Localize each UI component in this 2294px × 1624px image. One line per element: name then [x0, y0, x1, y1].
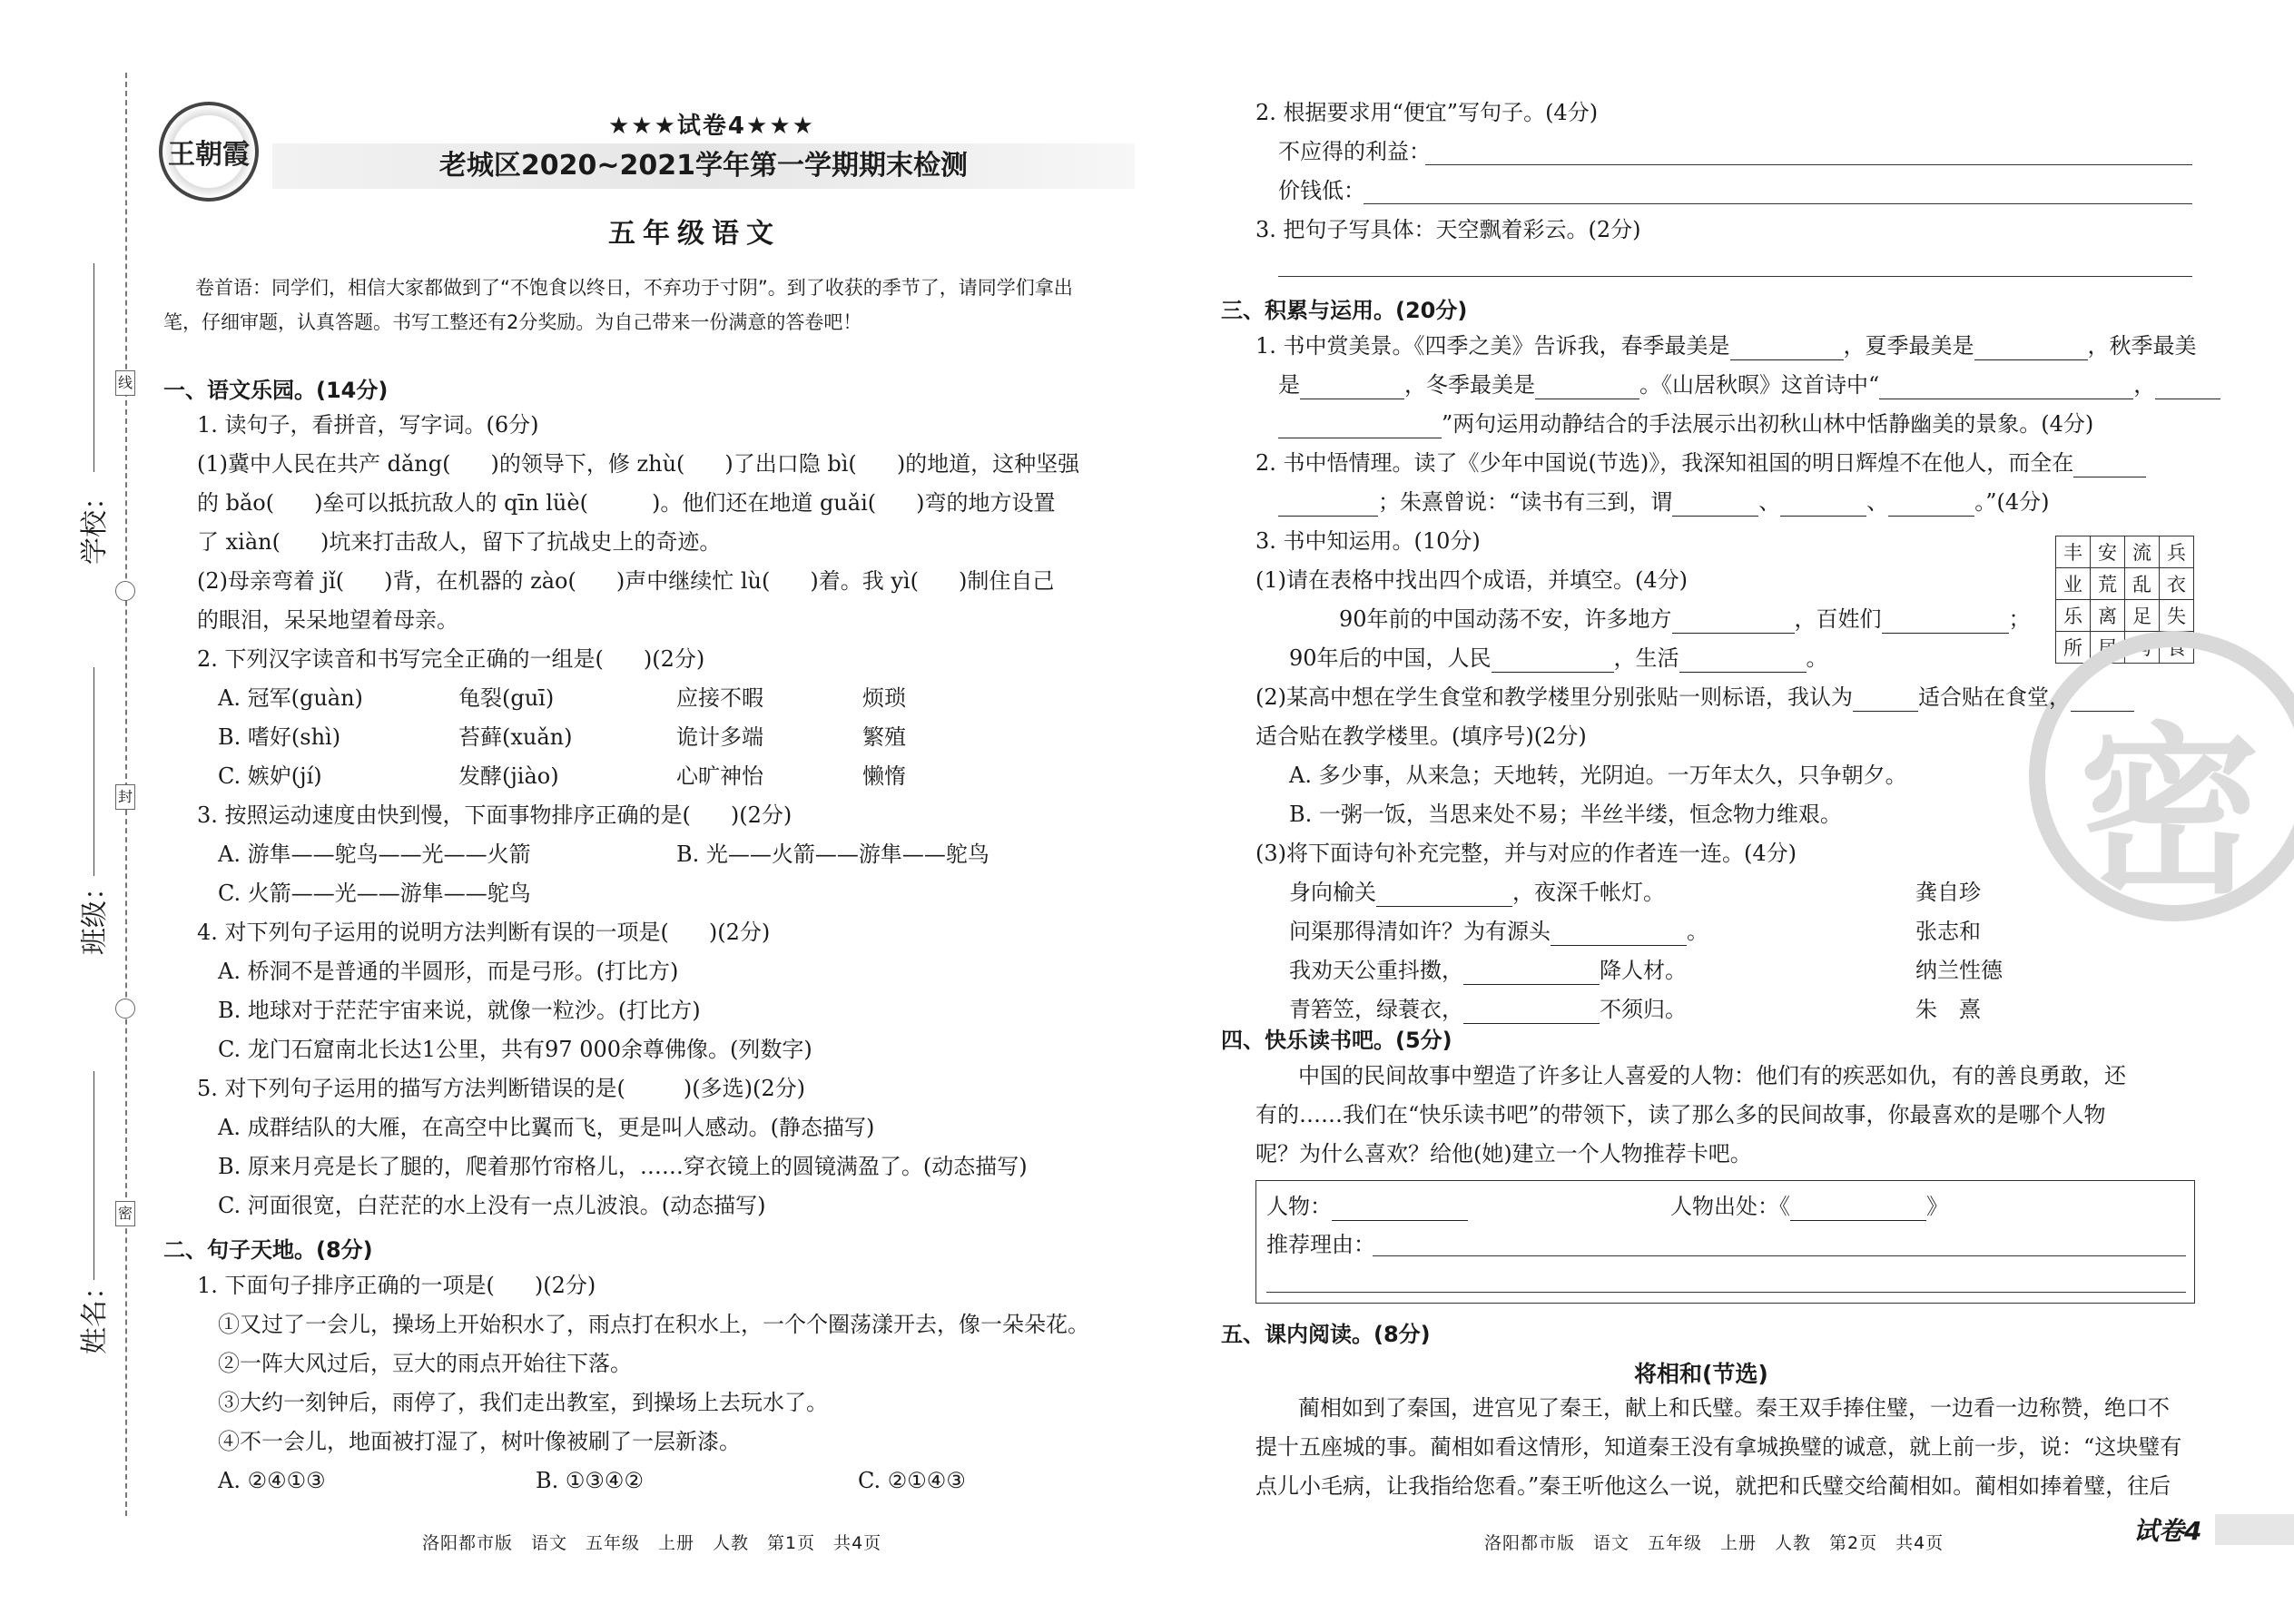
s3-q3: 3. 书中知运用。(10分)	[1255, 528, 1481, 554]
grid-cell: 马	[2125, 632, 2160, 664]
person-input[interactable]	[1332, 1197, 1468, 1221]
passage-line-1: 蔺相如到了秦国，进宫见了秦王，献上和氏璧。秦王双手捧住璧，一边看一边称赞，绝口不	[1298, 1395, 2170, 1421]
grid-cell: 所	[2056, 632, 2091, 664]
school-label: 学校：	[79, 483, 111, 565]
answer-blank[interactable]	[1879, 376, 2133, 399]
answer-line[interactable]	[1425, 164, 2192, 165]
reason-input-line[interactable]	[1373, 1255, 2186, 1256]
answer-blank[interactable]	[1780, 493, 1866, 517]
answer-blank[interactable]	[1492, 649, 1614, 673]
name-label: 姓名：	[79, 1273, 111, 1354]
footer-right: 洛阳都市版 语文 五年级 上册 人教 第2页 共4页	[1484, 1533, 1944, 1553]
answer-blank[interactable]	[1888, 493, 1974, 517]
exam-title: 老城区2020~2021学年第一学期期末检测	[438, 150, 969, 182]
poem-line-4: 青箬笠，绿蓑衣， 不须归。	[1289, 997, 1687, 1022]
section4-title: 四、快乐读书吧。(5分)	[1221, 1028, 1452, 1053]
grid-cell: 安	[2091, 536, 2125, 568]
answer-blank[interactable]	[1672, 493, 1758, 517]
s1-q1-p1-line1: (1)冀中人民在共产 dǎng( )的领导下，修 zhù( )了出口隐 bì( )的地道，这种坚强	[197, 451, 1080, 477]
author-2[interactable]: 张志和	[1915, 919, 1981, 944]
s2-opt-a[interactable]: A. ②④①③	[218, 1468, 326, 1493]
passage-line-2: 提十五座城的事。蔺相如看这情形，知道秦王没有拿城换璧的诚意，就上前一步，说：“这块璧有	[1255, 1434, 2182, 1460]
section2-title: 二、句子天地。(8分)	[163, 1237, 373, 1263]
answer-line[interactable]	[1364, 203, 2192, 204]
s1-q2-opt-b[interactable]: B. 嗜好(shì) 苔藓(xuǎn) 诡计多端 繁殖	[218, 724, 906, 750]
answer-blank[interactable]	[2073, 454, 2146, 477]
footer-exam-tag: 试卷4	[2133, 1516, 2202, 1546]
s2-sentence-1: ①又过了一会儿，操场上开始积水了，雨点打在积水上，一个个圈荡漾开去，像一朵朵花。	[218, 1312, 1089, 1337]
s2-sentence-2: ②一阵大风过后，豆大的雨点开始往下落。	[218, 1351, 632, 1376]
s1-q5-opt-a[interactable]: A. 成群结队的大雁，在高空中比翼而飞，更是叫人感动。(静态描写)	[218, 1115, 875, 1140]
s3-q1-line1: 1. 书中赏美景。《四季之美》告诉我，春季最美是 ，夏季最美是 ，秋季最美	[1255, 333, 2197, 359]
s3-q3-3: (3)将下面诗句补充完整，并与对应的作者连一连。(4分)	[1255, 841, 1797, 866]
section3-title: 三、积累与运用。(20分)	[1221, 298, 1468, 323]
answer-blank[interactable]	[1463, 1000, 1600, 1024]
class-label: 班级：	[79, 873, 111, 955]
s1-q5-opt-b[interactable]: B. 原来月亮是长了腿的，爬着那竹帘格儿，……穿衣镜上的圆镜满盈了。(动态描写)	[218, 1154, 1028, 1179]
answer-blank[interactable]	[1882, 610, 2009, 634]
footer-left: 洛阳都市版 语文 五年级 上册 人教 第1页 共4页	[422, 1533, 882, 1553]
answer-blank[interactable]	[1730, 337, 1844, 360]
s1-q3-opt-c[interactable]: C. 火箭——光——游隼——鸵鸟	[218, 881, 531, 906]
card-person-row: 人物：	[1266, 1192, 1468, 1221]
intro-line-2: 笔，仔细审题，认真答题。书写工整还有2分奖励。为自己带来一份满意的答卷吧！	[163, 311, 862, 333]
s3-q3-1-line2: 90年后的中国，人民 ，生活 。	[1289, 645, 1828, 671]
author-4[interactable]: 朱 熹	[1915, 997, 1981, 1022]
section5-title: 五、课内阅读。(8分)	[1221, 1322, 1431, 1347]
grid-cell: 兵	[2160, 536, 2194, 568]
binding-hole	[115, 999, 135, 1019]
card-source-row: 人物出处：《 》	[1670, 1194, 1948, 1219]
subject-title: 五年级语文	[608, 218, 781, 250]
answer-blank[interactable]	[1278, 493, 1378, 517]
poem-line-3: 我劝天公重抖擞， 降人材。	[1289, 958, 1687, 983]
footer-band	[2215, 1514, 2294, 1545]
answer-line[interactable]	[1278, 276, 2192, 277]
watermark-seal-char: 密	[2079, 707, 2261, 919]
s1-q4-opt-c[interactable]: C. 龙门石窟南北长达1公里，共有97 000余尊佛像。(列数字)	[218, 1037, 812, 1062]
s1-q4-opt-b[interactable]: B. 地球对于茫茫宇宙来说，就像一粒沙。(打比方)	[218, 998, 701, 1023]
s1-q2-opt-c[interactable]: C. 嫉妒(jí) 发酵(jiào) 心旷神怡 懒惰	[218, 763, 906, 789]
s1-q5-opt-c[interactable]: C. 河面很宽，白茫茫的水上没有一点儿波浪。(动态描写)	[218, 1193, 766, 1218]
answer-blank[interactable]	[1535, 376, 1639, 399]
grid-cell: 食	[2160, 632, 2194, 664]
answer-blank[interactable]	[1376, 883, 1512, 907]
s4-para-3: 呢？为什么喜欢？给他(她)建立一个人物推荐卡吧。	[1255, 1141, 1752, 1166]
answer-blank[interactable]	[2071, 688, 2134, 712]
s2-q2-a-label: 不应得的利益：	[1278, 139, 1431, 164]
s1-q1: 1. 读句子，看拼音，写字词。(6分)	[197, 412, 539, 438]
grid-cell: 居	[2091, 632, 2125, 664]
grid-cell: 业	[2056, 568, 2091, 600]
s3-q3-2-opt-b: B. 一粥一饭，当思来处不易；半丝半缕，恒念物力维艰。	[1289, 802, 1842, 827]
poem-line-2: 问渠那得清如许？为有源头 。	[1289, 919, 1708, 944]
exam-tag: ★★★试卷4★★★	[608, 113, 815, 140]
passage-title: 将相和(节选)	[1634, 1361, 1768, 1387]
s3-q3-2-opt-a: A. 多少事，从来急；天地转，光阴迫。一万年太久，只争朝夕。	[1289, 763, 1907, 788]
s2-sentence-3: ③大约一刻钟后，雨停了，我们走出教室，到操场上去玩水了。	[218, 1390, 828, 1415]
answer-blank[interactable]	[1853, 688, 1918, 712]
answer-blank[interactable]	[1463, 961, 1600, 985]
s1-q2: 2. 下列汉字读音和书写完全正确的一组是( )(2分)	[197, 646, 705, 672]
s2-q1: 1. 下面句子排序正确的一项是( )(2分)	[197, 1273, 596, 1298]
s3-q2-line1: 2. 书中悟情理。读了《少年中国说(节选)》，我深知祖国的明日辉煌不在他人，而全在	[1255, 448, 2146, 477]
answer-blank[interactable]	[1300, 376, 1404, 399]
s2-q2: 2. 根据要求用“便宜”写句子。(4分)	[1255, 100, 1599, 125]
s2-q2-b-label: 价钱低：	[1278, 178, 1365, 203]
s2-sentence-4: ④不一会儿，地面被打湿了，树叶像被刷了一层新漆。	[218, 1429, 741, 1454]
brand-logo: 王朝霞	[159, 102, 259, 202]
grid-cell: 衣	[2160, 568, 2194, 600]
s1-q3-opt-b[interactable]: B. 光——火箭——游隼——鸵鸟	[676, 842, 989, 867]
s1-q1-p2-line1: (2)母亲弯着 jǐ( )背，在机器的 zào( )声中继续忙 lù( )着。我 yì( )制住自己	[197, 568, 1055, 594]
answer-blank[interactable]	[1974, 337, 2088, 360]
s1-q5: 5. 对下列句子运用的描写方法判断错误的是( )(多选)(2分)	[197, 1076, 805, 1101]
answer-blank[interactable]	[1679, 649, 1807, 673]
s1-q1-p2-line2: 的眼泪，呆呆地望着母亲。	[197, 607, 458, 633]
grid-cell: 乱	[2125, 568, 2160, 600]
s4-para-1: 中国的民间故事中塑造了许多让人喜爱的人物：他们有的疾恶如仇，有的善良勇敢，还	[1298, 1063, 2126, 1088]
intro-line-1: 卷首语：同学们，相信大家都做到了“不饱食以终日，不弃功于寸阴”。到了收获的季节了，请同学们拿出	[195, 277, 1073, 299]
source-input[interactable]	[1790, 1197, 1926, 1221]
card-reason-label: 推荐理由：	[1266, 1232, 1375, 1257]
author-1[interactable]: 龚自珍	[1915, 880, 1981, 905]
s3-q1-line2: 是 ，冬季最美是 。《山居秋暝》这首诗中“ ，	[1278, 370, 2220, 399]
answer-blank[interactable]	[1672, 610, 1795, 634]
s3-q3-2-line1: (2)某高中想在学生食堂和教学楼里分别张贴一则标语，我认为 适合贴在食堂，	[1255, 683, 2134, 712]
answer-blank[interactable]	[1551, 922, 1687, 946]
s3-q3-1: (1)请在表格中找出四个成语，并填空。(4分)	[1255, 567, 1688, 593]
grid-cell: 失	[2160, 600, 2194, 632]
binding-tag-feng: 封	[115, 784, 135, 810]
s3-q3-1-line1: 90年前的中国动荡不安，许多地方 ，百姓们 ；	[1339, 606, 2031, 632]
s1-q4-opt-a[interactable]: A. 桥洞不是普通的半圆形，而是弓形。(打比方)	[218, 959, 679, 984]
s1-q2-opt-a[interactable]: A. 冠军(guàn) 龟裂(guī) 应接不暇 烦琐	[218, 685, 906, 711]
grid-cell: 丰	[2056, 536, 2091, 568]
reason-input-line[interactable]	[1266, 1292, 2186, 1293]
poem-line-1: 身向榆关 ，夜深千帐灯。	[1289, 880, 1665, 905]
s1-q1-p1-line3: 了 xiàn( )坑来打击敌人，留下了抗战史上的奇迹。	[197, 529, 722, 555]
s1-q4: 4. 对下列句子运用的说明方法判断有误的一项是( )(2分)	[197, 920, 771, 945]
s1-q3: 3. 按照运动速度由快到慢，下面事物排序正确的是( )(2分)	[197, 802, 793, 828]
s4-para-2: 有的……我们在“快乐读书吧”的带领下，读了那么多的民间故事，你最喜欢的是哪个人物	[1255, 1102, 2106, 1127]
section1-title: 一、语文乐园。(14分)	[163, 378, 389, 403]
s1-q1-p1-line2: 的 bǎo( )垒可以抵抗敌人的 qīn lüè( )。他们还在地道 guǎi( )弯的地方设置	[197, 490, 1056, 516]
s2-q3: 3. 把句子写具体：天空飘着彩云。(2分)	[1255, 217, 1641, 242]
grid-cell: 离	[2091, 600, 2125, 632]
answer-blank[interactable]	[2155, 376, 2220, 399]
grid-cell: 荒	[2091, 568, 2125, 600]
binding-tag-mi: 密	[115, 1201, 135, 1226]
s2-opt-b[interactable]: B. ①③④②	[536, 1468, 644, 1493]
author-3[interactable]: 纳兰性德	[1915, 958, 2003, 983]
binding-hole	[115, 581, 135, 601]
s3-q2-line2: ；朱熹曾说：“读书有三到，谓 、 、 。”(4分)	[1278, 487, 2050, 517]
s1-q3-opt-a[interactable]: A. 游隼——鸵鸟——光——火箭	[218, 842, 531, 867]
grid-cell: 足	[2125, 600, 2160, 632]
grid-cell: 流	[2125, 536, 2160, 568]
s3-q3-2-line2: 适合贴在教学楼里。(填序号)(2分)	[1255, 723, 1587, 749]
answer-blank[interactable]	[1278, 415, 1442, 438]
s3-q1-line3: ”两句运用动静结合的手法展示出初秋山林中恬静幽美的景象。(4分)	[1278, 409, 2093, 438]
s2-opt-c[interactable]: C. ②①④③	[858, 1468, 966, 1493]
passage-line-3: 点儿小毛病，让我指给您看。”秦王听他这么一说，就把和氏璧交给蔺相如。蔺相如捧着璧，往后	[1255, 1473, 2171, 1499]
grid-cell: 乐	[2056, 600, 2091, 632]
binding-tag-xian: 线	[115, 370, 135, 396]
